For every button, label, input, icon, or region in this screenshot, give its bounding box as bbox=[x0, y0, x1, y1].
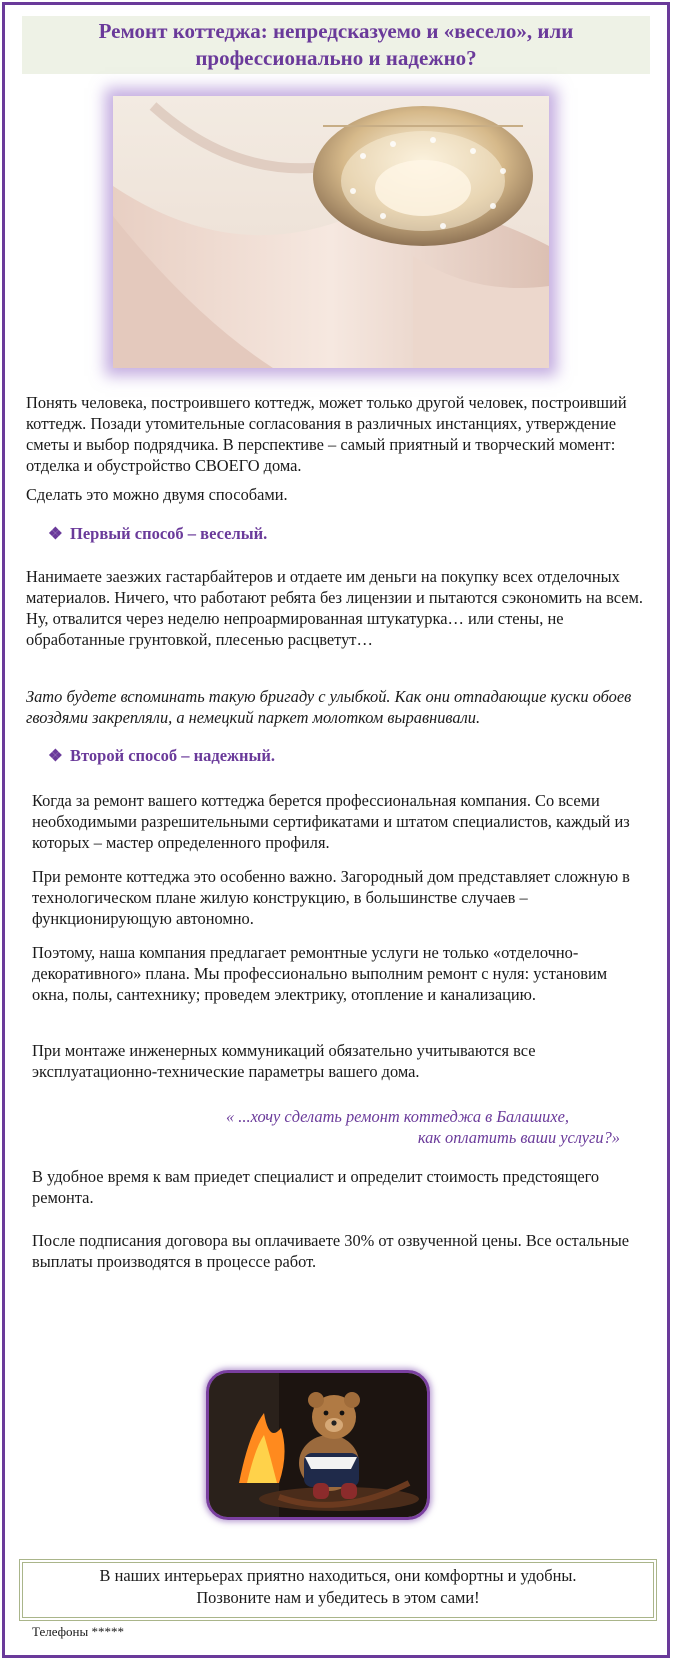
client-quote bbox=[160, 1106, 620, 1148]
four-petal-star-icon: ❖ bbox=[48, 524, 63, 543]
teddy-bear-photo bbox=[206, 1370, 430, 1520]
page-title: Ремонт коттеджа: непредсказуемо и «весело», или профессионально и надежно? bbox=[98, 19, 574, 70]
chandelier-photo bbox=[113, 96, 549, 368]
heading-way2: ❖ Второй способ – надежный. bbox=[48, 746, 276, 765]
specialist-paragraph: В удобное время к вам приедет специалист и определит стоимость предстоящего ремонта. bbox=[32, 1167, 600, 1207]
payment-paragraph: После подписания договора вы оплачиваете 30% от озвученной цены. Все остальные выплаты производятся в процессе работ. bbox=[32, 1231, 629, 1271]
way1-paragraph: Нанимаете заезжих гастарбайтеров и отдаете им деньги на покупку всех отделочных материалов. Ничего, что работают ребята без лицензии и пытаются сэкономить на всем. Ну, отвалится через неделю непроармированная штукатурка… или стены, не обработанные грунтовкой, плесенью расцветут… bbox=[26, 567, 643, 649]
important-paragraph: При ремонте коттеджа это особенно важно. Загородный дом представляет сложную в технологическом плане жилую конструкцию, в большинстве случаев – функционирующую автономно. bbox=[32, 867, 630, 928]
two-ways-paragraph: Сделать это можно двумя способами. bbox=[26, 485, 288, 504]
services-paragraph: Поэтому, наша компания предлагает ремонтные услуги не только «отделочно-декоративного» плана. Мы профессионально выполним ремонт с нуля: установим окна, полы, сантехнику; проведем электрику, отопление и канализацию. bbox=[32, 943, 608, 1004]
quote-line-2: как оплатить ваши услуги?» bbox=[417, 1128, 620, 1147]
way2-paragraph: Когда за ремонт вашего коттеджа берется профессиональная компания. Со всеми необходимыми разрешительными сертификатами и штатом специалистов, каждый из которых – мастер определенного профиля. bbox=[32, 791, 630, 852]
heading-way1: ❖ Первый способ – веселый. bbox=[48, 524, 268, 543]
phones-label: Телефоны ***** bbox=[32, 1624, 124, 1639]
four-petal-star-icon: ❖ bbox=[48, 746, 63, 765]
intro-paragraph: Понять человека, построившего коттедж, может только другой человек, построивший коттедж. Позади утомительные согласования в различных инстанциях, утверждение сметы и выбор подрядчика. В перспективе – самый приятный и творческий момент: отделка и обустройство СВОЕГО дома. bbox=[26, 393, 627, 475]
footer-message bbox=[22, 1565, 654, 1609]
engineering-paragraph: При монтаже инженерных коммуникаций обязательно учитываются все эксплуатационно-технические параметры вашего дома. bbox=[32, 1041, 536, 1081]
footer-line-1: В наших интерьерах приятно находиться, они комфортны и удобны. bbox=[99, 1566, 577, 1585]
quote-line-1: « ...хочу сделать ремонт коттеджа в Балашихе, bbox=[226, 1107, 569, 1126]
footer-line-2: Позвоните нам и убедитесь в этом сами! bbox=[196, 1588, 480, 1607]
way1-italic-paragraph: Зато будете вспоминать такую бригаду с улыбкой. Как они отпадающие куски обоев гвоздями закрепляли, а немецкий паркет молотком выравнивали. bbox=[26, 687, 632, 727]
